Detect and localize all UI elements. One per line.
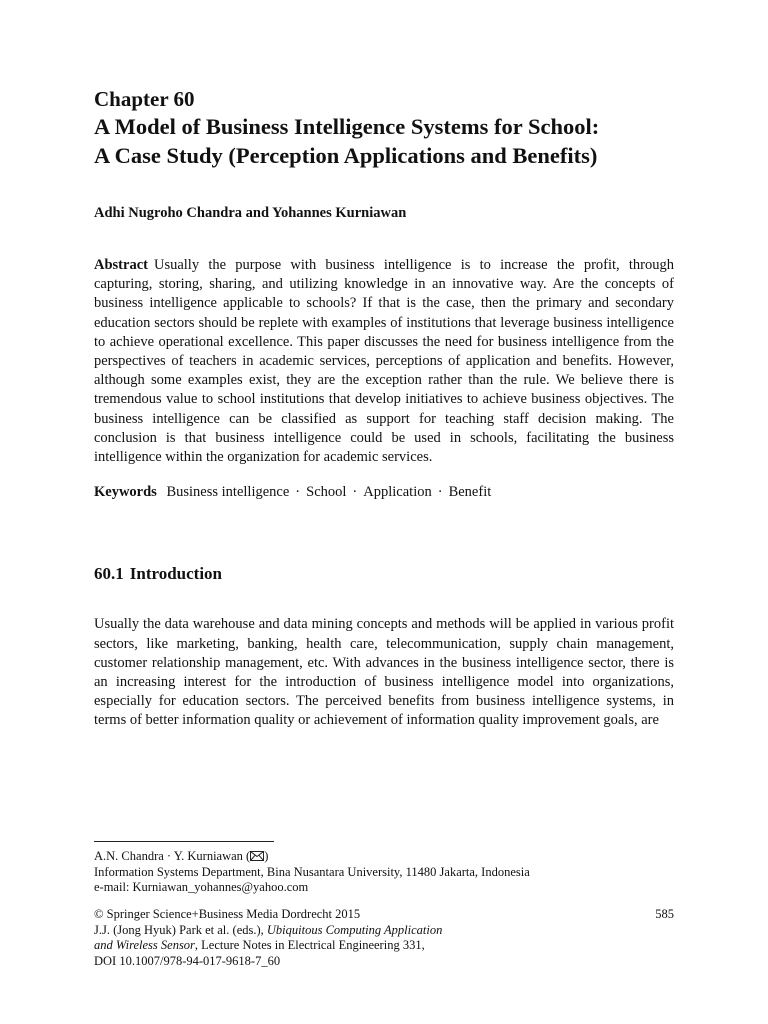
section-heading: [94, 563, 674, 585]
authors: Adhi Nugroho Chandra and Yohannes Kurniawan: [94, 205, 407, 221]
copyright-line: © Springer Science+Business Media Dordrecht 2015: [94, 907, 361, 921]
citation-line-2: [94, 938, 674, 954]
keyword-item: School: [306, 484, 347, 501]
keywords-label: Keywords: [94, 484, 157, 501]
doi[interactable]: DOI 10.1007/978-94-017-9618-7_60: [94, 953, 281, 968]
introduction-paragraph: Usually the data warehouse and data mining concepts and methods will be applied in various profit sectors, like marketing, banking, health care, telecommunication, supply chain management, customer relationship management, etc. With advances in the business intelligence sector, there is an increasing interest for the introduction of business intelligence model into organizations, especially for education sectors. The perceived benefits from business intelligence systems, in terms of better information quality or achievement of information quality improvement goals, are: [94, 616, 674, 729]
chapter-title: A Model of Business Intelligence Systems for School: A Case Study (Perception Applications and Benefits): [94, 114, 600, 168]
page-body: [94, 86, 674, 731]
citation-editors: J.J. (Jong Hyuk) Park et al. (eds.),: [94, 922, 267, 937]
keywords: [94, 483, 674, 502]
keyword-separator: ·: [437, 484, 443, 501]
copyright-block: [94, 907, 674, 969]
series-info: , Lecture Notes in Electrical Engineering 331,: [194, 938, 425, 953]
section-title: Introduction: [129, 564, 223, 584]
envelope-icon: [250, 850, 264, 860]
footnote-affiliation: Information Systems Department, Bina Nusantara University, 11480 Jakarta, Indonesia: [94, 864, 530, 879]
book-title-part-1: Ubiquitous Computing Application: [266, 922, 443, 937]
footnote-email[interactable]: e-mail: Kurniawan_yohannes@yahoo.com: [94, 880, 309, 895]
chapter-label: Chapter 60: [94, 87, 195, 111]
abstract-text: Usually the purpose with business intelligence is to increase the profit, through capturing, storing, sharing, and utilizing knowledge in an innovative way. Are the concepts of business intelligence applicable to schools? If that is the case, then the primary and secondary education sectors should be replete with examples of institutions that leverage business intelligence to achieve operational excellence. This paper discusses the need for business intelligence from the perspectives of teachers in academic services, perceptions of application and benefits. However, although some examples exist, they are the exception rather than the rule. We believe there is tremendous value to school institutions that develop initiatives to achieve business objectives. The business intelligence can be classified as support for teaching staff decision making. The conclusion is that business intelligence could be used in schools, facilitating the business intelligence within the organization for academic services.: [94, 257, 674, 466]
footnote-authors: [94, 849, 674, 865]
citation-line-1: [94, 923, 674, 939]
keyword-item: Benefit: [448, 484, 492, 501]
footnote-divider: [94, 841, 274, 842]
page-number: 585: [655, 907, 674, 921]
footnote-authors-close: ): [264, 849, 269, 863]
footnote: [94, 849, 674, 896]
footnote-authors-text: A.N. Chandra · Y. Kurniawan (: [94, 849, 251, 863]
abstract-label: Abstract: [94, 257, 148, 273]
keyword-item: Application: [363, 484, 432, 501]
book-title-part-2: and Wireless Sensor: [94, 938, 195, 953]
keyword-separator: ·: [352, 484, 358, 501]
keyword-item: Business intelligence: [166, 484, 290, 501]
keyword-separator: ·: [295, 484, 301, 501]
abstract: [94, 256, 674, 467]
section-number: 60.1: [94, 564, 124, 584]
